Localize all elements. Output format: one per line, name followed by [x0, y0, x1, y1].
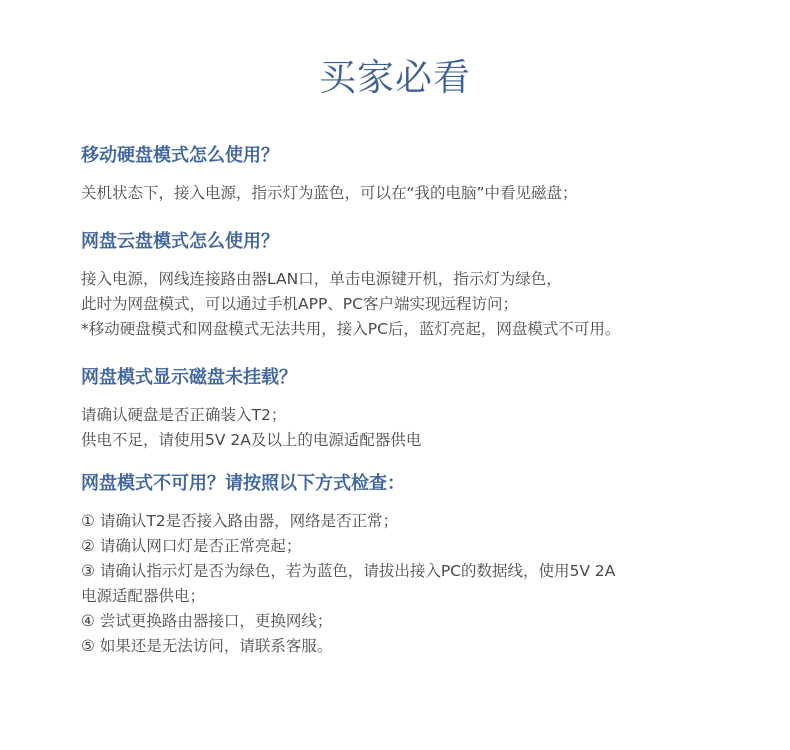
faq-answer [81, 509, 761, 659]
faq-answer [81, 403, 761, 453]
faq-question: 网盘云盘模式怎么使用？ [81, 231, 279, 252]
answer-line: ⑤ 如果还是无法访问，请联系客服。 [81, 637, 333, 655]
faq-section-usb-mode [81, 143, 761, 206]
faq-answer [81, 267, 761, 342]
answer-line: 关机状态下，接入电源，指示灯为蓝色，可以在“我的电脑”中看见磁盘； [81, 184, 578, 202]
answer-line: 请确认硬盘是否正确装入T2； [81, 406, 287, 424]
answer-line: 此时为网盘模式，可以通过手机APP、PC客户端实现远程访问； [81, 295, 518, 313]
answer-line: ② 请确认网口灯是否正常亮起； [81, 537, 302, 555]
answer-line: 接入电源，网线连接路由器LAN口，单击电源键开机，指示灯为绿色， [81, 270, 562, 288]
faq-question: 网盘模式显示磁盘未挂载？ [81, 367, 297, 388]
answer-line: 供电不足，请使用5V 2A及以上的电源适配器供电 [81, 431, 422, 449]
answer-line: 电源适配器供电； [81, 587, 206, 605]
faq-section-network-unavailable [81, 471, 761, 659]
faq-answer [81, 181, 761, 206]
faq-question: 移动硬盘模式怎么使用？ [81, 145, 279, 166]
page-title: 买家必看 [319, 56, 471, 99]
faq-question: 网盘模式不可用？请按照以下方式检查： [81, 473, 405, 494]
answer-line: ④ 尝试更换路由器接口，更换网线； [81, 612, 333, 630]
answer-line: ③ 请确认指示灯是否为绿色，若为蓝色，请拔出接入PC的数据线，使用5V 2A [81, 562, 616, 580]
answer-line: *移动硬盘模式和网盘模式无法共用，接入PC后，蓝灯亮起，网盘模式不可用。 [81, 320, 621, 338]
answer-line: ① 请确认T2是否接入路由器，网络是否正常； [81, 512, 399, 530]
faq-section-cloud-mode [81, 229, 761, 342]
faq-section-disk-unmounted [81, 365, 761, 453]
